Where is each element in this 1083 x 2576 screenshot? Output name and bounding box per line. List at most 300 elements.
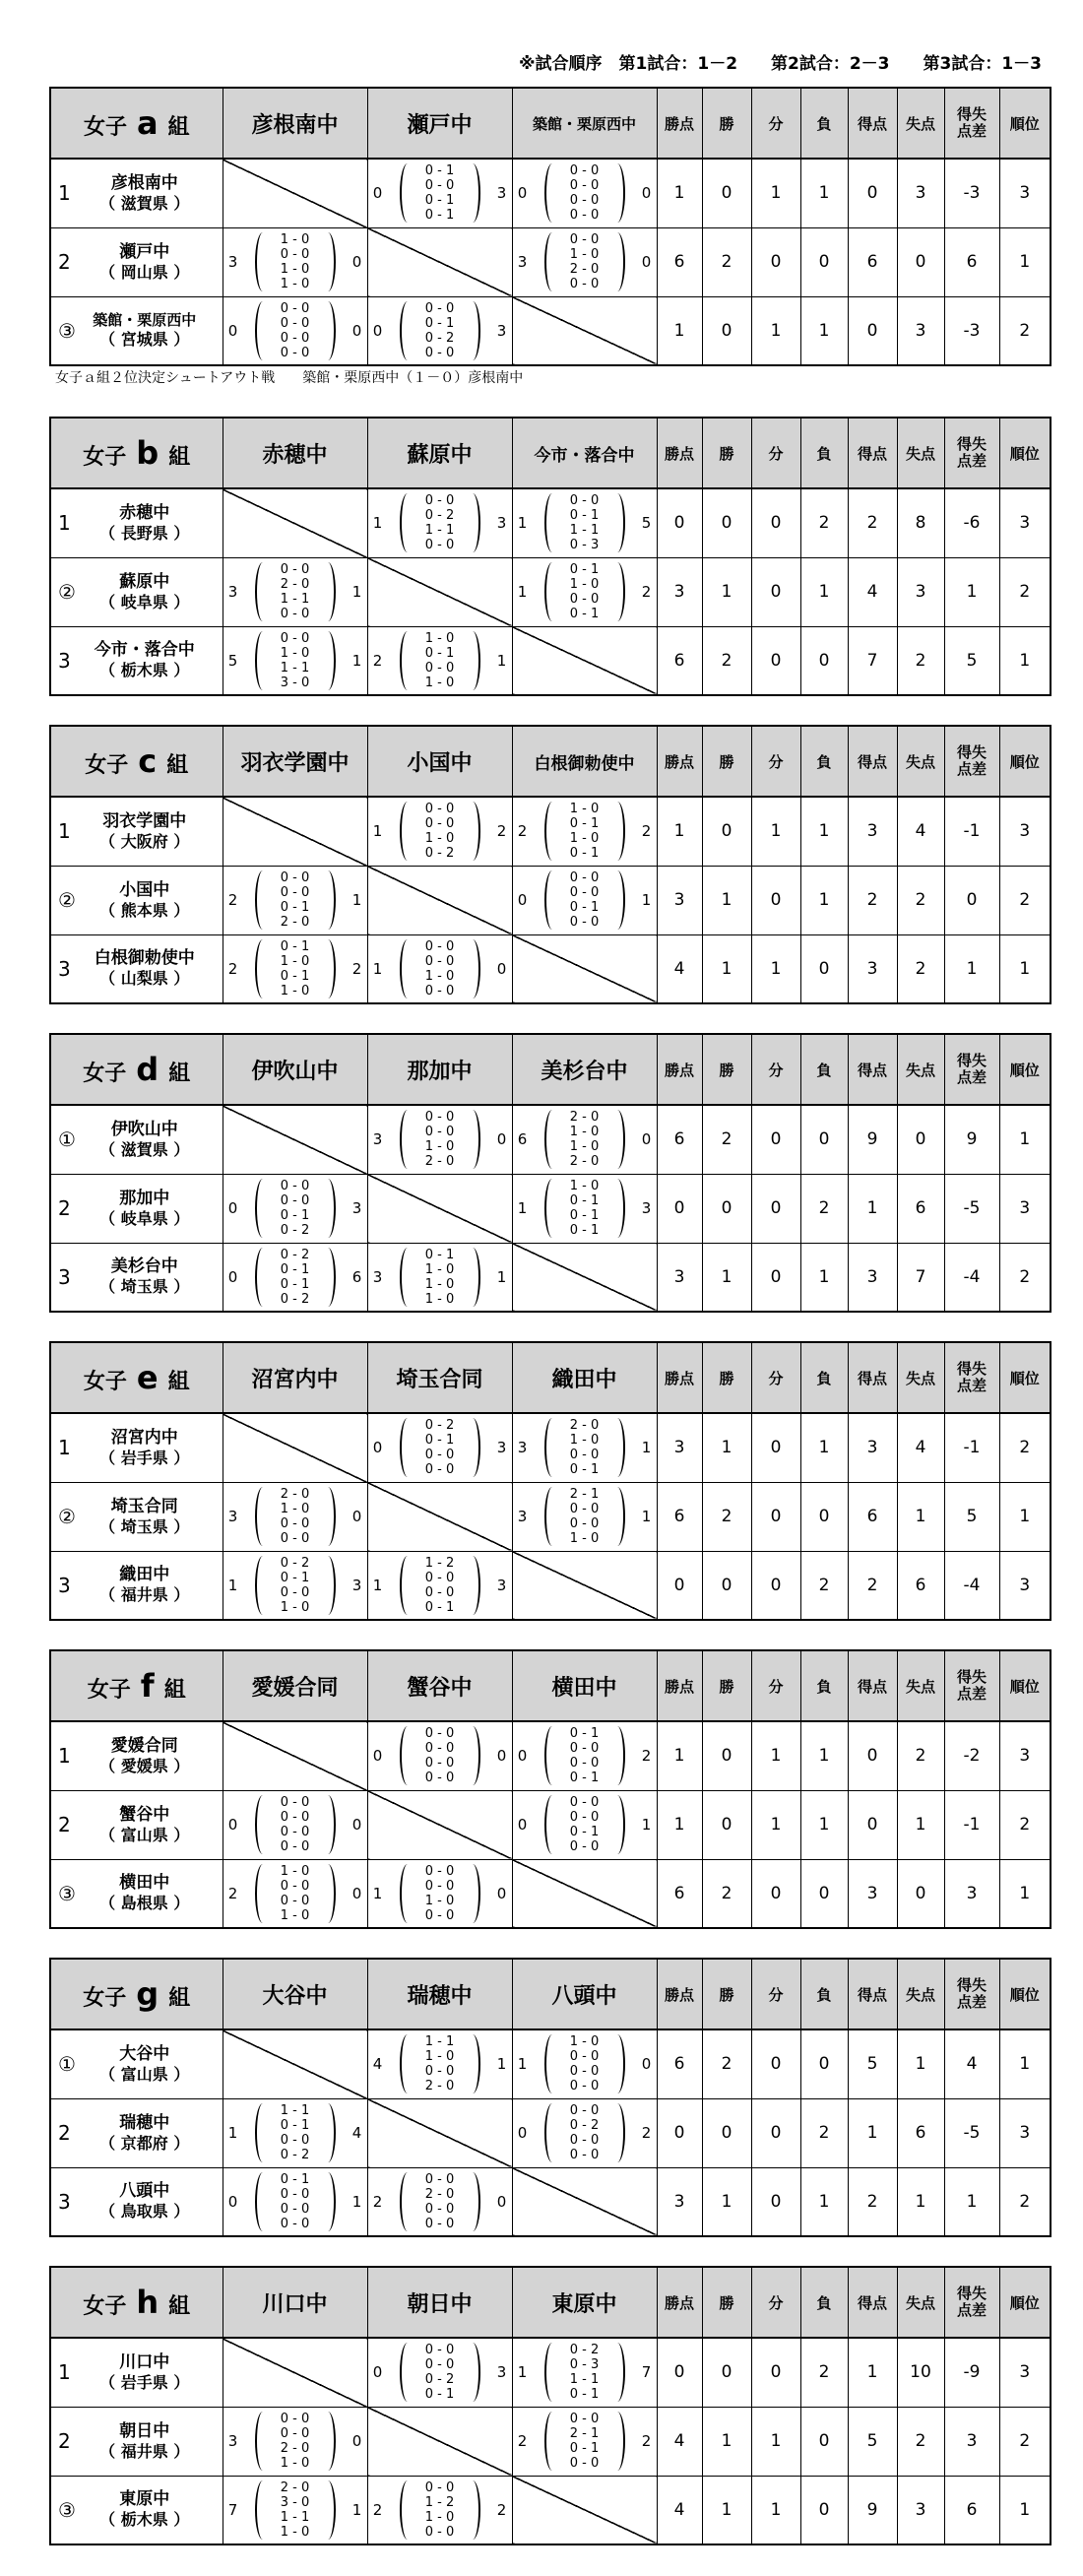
rank-mark: 3	[58, 648, 71, 673]
team-row	[50, 2407, 1051, 2476]
quarter-score: 0 - 0	[280, 870, 310, 885]
league-table	[49, 1341, 1051, 1621]
stat-column-header	[944, 1959, 999, 2029]
quarter-score: 0 - 0	[569, 493, 600, 509]
quarter-scores	[263, 1179, 328, 1238]
team-row-label	[50, 934, 223, 1003]
stat-column-header	[944, 1342, 999, 1413]
stat-cell: 0	[800, 1859, 848, 1928]
quarter-score: 2 - 0	[569, 1418, 600, 1434]
stat-column-header	[702, 1034, 751, 1105]
match-score-right: 1	[351, 891, 362, 909]
team-name: 織田中	[119, 1565, 170, 1585]
group-title-prefix: 女子	[83, 115, 127, 140]
match-result	[368, 627, 512, 694]
team-prefecture: （ 岡山県 ）	[99, 262, 190, 282]
quarter-score: 0 - 0	[569, 2103, 600, 2118]
team-name: 八頭中	[119, 2181, 170, 2202]
stat-column-header	[751, 418, 800, 488]
stat-column-header	[999, 1342, 1051, 1413]
quarter-score: 1 - 1	[280, 660, 310, 676]
team-row	[50, 1413, 1051, 1482]
match-result	[368, 2339, 512, 2406]
quarter-scores	[408, 1864, 473, 1923]
stat-cell: -4	[944, 1243, 999, 1312]
stat-cell: 3	[999, 2338, 1051, 2407]
quarter-score: 0 - 0	[280, 2426, 310, 2441]
quarter-score: 0 - 0	[424, 300, 455, 316]
header-row	[50, 1650, 1051, 1721]
stat-cell: 3	[897, 2476, 944, 2544]
group-letter: b	[136, 434, 159, 472]
stat-column-header	[848, 88, 897, 159]
bracket-right	[473, 1248, 480, 1307]
group-g-section	[49, 1958, 1050, 2237]
stat-column-header	[657, 726, 702, 797]
stat-cell: 1	[657, 159, 702, 227]
match-result	[513, 489, 657, 556]
stat-cell: 3	[999, 1551, 1051, 1620]
stat-header-label: 順位	[1009, 1985, 1040, 2004]
match-cell	[223, 866, 367, 934]
stat-cell: 1	[944, 2167, 999, 2236]
quarter-score: 1 - 0	[280, 277, 310, 291]
quarter-score: 0 - 0	[569, 1741, 600, 1757]
quarter-bracket	[255, 1864, 336, 1923]
match-result	[513, 1791, 657, 1858]
bracket-right	[328, 1556, 336, 1615]
team-row	[50, 934, 1051, 1003]
stat-cell: 1	[800, 1243, 848, 1312]
quarter-bracket	[400, 1726, 480, 1785]
stat-header-label: 負	[816, 1061, 832, 1079]
quarter-score: 0 - 0	[424, 1863, 455, 1879]
quarter-score: 0 - 2	[280, 2148, 310, 2162]
quarter-bracket	[400, 2034, 480, 2093]
quarter-score: 0 - 0	[569, 2064, 600, 2080]
match-result	[513, 160, 657, 226]
stat-cell: 9	[944, 1105, 999, 1174]
match-result	[223, 2168, 367, 2235]
match-result	[513, 2030, 657, 2097]
quarter-score: 0 - 1	[569, 1462, 600, 1478]
quarter-scores	[552, 1726, 617, 1785]
stat-header-label: 勝	[719, 1985, 734, 2004]
stat-cell: -4	[944, 1551, 999, 1620]
stat-cell: 0	[702, 488, 751, 557]
bracket-left	[400, 163, 408, 223]
quarter-score: 1 - 0	[280, 2456, 310, 2471]
team-row-label	[50, 1105, 223, 1174]
quarter-score: 1 - 0	[280, 645, 310, 661]
quarter-score: 0 - 0	[424, 1584, 455, 1600]
team-name-block	[51, 810, 223, 853]
team-row-label	[50, 488, 223, 557]
quarter-score: 0 - 1	[280, 2118, 310, 2133]
team-name-block	[51, 241, 223, 284]
stat-column-header	[800, 418, 848, 488]
quarter-scores	[552, 2103, 617, 2162]
stat-header-label: 順位	[1009, 444, 1040, 463]
quarter-score: 1 - 0	[280, 1907, 310, 1923]
diagonal-cell	[223, 159, 367, 227]
stat-header-label: 勝点	[664, 444, 694, 463]
stat-cell: 1	[800, 1721, 848, 1790]
team-name-block	[51, 2488, 223, 2531]
quarter-scores	[408, 1248, 473, 1307]
stat-cell: 0	[800, 227, 848, 296]
team-row-label	[50, 866, 223, 934]
quarter-score: 0 - 0	[569, 2148, 600, 2162]
stat-cell: 1	[751, 2476, 800, 2544]
quarter-score: 0 - 1	[424, 315, 455, 331]
stat-cell: 2	[702, 626, 751, 695]
match-score-left: 0	[372, 2363, 383, 2382]
match-cell	[512, 797, 657, 866]
match-result	[368, 160, 512, 226]
team-prefecture: （ 島根県 ）	[99, 1894, 190, 1913]
stat-cell: 2	[999, 1790, 1051, 1859]
bracket-left	[544, 493, 552, 552]
quarter-score: 0 - 0	[569, 2456, 600, 2471]
quarter-score: 0 - 2	[424, 846, 455, 862]
team-header-name: 伊吹山中	[251, 1059, 339, 1084]
rank-mark: 1	[58, 1744, 71, 1769]
team-prefecture: （ 大阪府 ）	[99, 831, 190, 851]
quarter-score: 1 - 0	[280, 232, 310, 247]
match-result	[223, 2408, 367, 2475]
stat-header-label: 勝	[719, 1677, 734, 1696]
group-title-prefix: 女子	[83, 1370, 127, 1394]
team-prefecture: （ 岐阜県 ）	[99, 1208, 190, 1228]
stat-cell: 0	[657, 2338, 702, 2407]
match-score-right: 1	[641, 1439, 652, 1457]
match-result	[513, 2339, 657, 2406]
team-name: 彦根南中	[110, 172, 178, 193]
stat-cell: 4	[848, 557, 897, 626]
stat-column-header	[999, 2267, 1051, 2338]
rank-mark: 2	[58, 1196, 71, 1220]
match-result	[223, 1175, 367, 1242]
quarter-bracket	[544, 1110, 625, 1169]
quarter-score: 0 - 0	[424, 2357, 455, 2373]
quarter-score: 0 - 1	[569, 1193, 600, 1208]
match-score-right: 3	[496, 1576, 507, 1594]
match-cell	[367, 488, 512, 557]
stat-cell: 3	[657, 866, 702, 934]
group-letter: g	[136, 1975, 159, 2013]
bracket-left	[255, 631, 263, 690]
stat-cell: 2	[702, 2029, 751, 2098]
stat-cell: 0	[751, 1482, 800, 1551]
bracket-left	[255, 1556, 263, 1615]
stat-cell: 0	[751, 626, 800, 695]
team-prefecture: （ 滋賀県 ）	[99, 193, 190, 213]
quarter-score: 1 - 0	[280, 1863, 310, 1879]
bracket-right	[617, 163, 625, 223]
stat-header-label: 順位	[1009, 752, 1040, 771]
match-score-right: 3	[496, 514, 507, 533]
stat-header-label: 負	[816, 1677, 832, 1696]
stat-cell: 2	[999, 2407, 1051, 2476]
group-d-section	[49, 1033, 1050, 1313]
group-letter: d	[136, 1051, 159, 1088]
match-result	[368, 1106, 512, 1173]
stat-column-header	[657, 1342, 702, 1413]
team-name-block	[51, 1119, 223, 1161]
team-header-name: 蘇原中	[407, 442, 473, 468]
match-score-right: 0	[351, 1816, 362, 1834]
match-score-right: 6	[351, 1267, 362, 1286]
diagonal-cell	[512, 296, 657, 365]
quarter-bracket	[544, 802, 625, 861]
quarter-score: 0 - 2	[424, 2372, 455, 2388]
bracket-right	[617, 2343, 625, 2402]
team-header-name: 今市・落合中	[534, 445, 635, 466]
quarter-score: 2 - 1	[569, 2426, 600, 2441]
team-header-name: 東原中	[551, 2291, 617, 2317]
match-result	[513, 2408, 657, 2475]
bracket-right	[328, 1248, 336, 1307]
quarter-score: 0 - 1	[280, 1570, 310, 1585]
match-score-right: 0	[641, 1130, 652, 1149]
stat-cell: 1	[999, 1482, 1051, 1551]
stat-cell: 1	[751, 934, 800, 1003]
quarter-bracket	[255, 562, 336, 621]
match-score-right: 1	[496, 651, 507, 670]
stat-cell: 2	[848, 1551, 897, 1620]
stat-column-header	[944, 418, 999, 488]
stat-header-label: 分	[768, 752, 784, 771]
team-column-header	[223, 2267, 367, 2338]
quarter-scores	[552, 2343, 617, 2402]
diagonal-cell	[223, 488, 367, 557]
stat-cell: -3	[944, 159, 999, 227]
stat-cell: 0	[702, 797, 751, 866]
stat-header-label: 勝点	[664, 114, 694, 133]
quarter-score: 1 - 1	[424, 2034, 455, 2050]
bracket-right	[473, 1418, 480, 1477]
team-row	[50, 2029, 1051, 2098]
group-h-section	[49, 2266, 1050, 2545]
team-row-label	[50, 1721, 223, 1790]
quarter-score: 2 - 0	[280, 1487, 310, 1502]
stat-column-header	[944, 88, 999, 159]
stat-cell: 4	[944, 2029, 999, 2098]
stat-header-label: 得点	[857, 444, 887, 463]
stat-cell: 2	[800, 488, 848, 557]
stat-cell: 0	[848, 159, 897, 227]
bracket-left	[255, 232, 263, 291]
match-score-left: 2	[517, 2432, 528, 2450]
bracket-right	[617, 1110, 625, 1169]
quarter-score: 0 - 0	[569, 2412, 600, 2426]
quarter-scores	[552, 562, 617, 621]
quarter-score: 0 - 1	[569, 2441, 600, 2456]
team-header-name: 白根御勅使中	[534, 753, 635, 774]
quarter-scores	[552, 493, 617, 552]
match-cell	[367, 1551, 512, 1620]
bracket-right	[617, 802, 625, 861]
stat-header-label: 順位	[1009, 1677, 1040, 1696]
group-title	[50, 1034, 223, 1105]
bracket-left	[544, 2343, 552, 2402]
bracket-right	[328, 1179, 336, 1238]
team-header-name: 大谷中	[262, 1983, 328, 2009]
quarter-bracket	[255, 1179, 336, 1238]
quarter-bracket	[400, 163, 480, 223]
quarter-score: 1 - 0	[424, 1893, 455, 1908]
quarter-scores	[263, 939, 328, 998]
stat-column-header	[897, 1034, 944, 1105]
match-score-left: 0	[517, 1747, 528, 1766]
stat-cell: 4	[897, 1413, 944, 1482]
match-cell	[367, 626, 512, 695]
quarter-score: 1 - 1	[424, 523, 455, 539]
match-cell	[223, 296, 367, 365]
match-score-left: 6	[517, 1130, 528, 1149]
match-score-left: 3	[227, 2432, 238, 2450]
stat-cell: 0	[800, 626, 848, 695]
match-score-right: 2	[351, 959, 362, 978]
team-name: 愛媛合同	[110, 1735, 178, 1756]
match-score-left: 4	[372, 2055, 383, 2074]
stat-cell: 0	[751, 2029, 800, 2098]
quarter-score: 0 - 2	[280, 1223, 310, 1238]
team-name: 東原中	[119, 2489, 170, 2510]
bracket-left	[400, 2343, 408, 2402]
match-score-right: 3	[496, 184, 507, 203]
match-result	[368, 489, 512, 556]
quarter-score: 0 - 2	[280, 1291, 310, 1307]
quarter-score: 0 - 0	[569, 2049, 600, 2065]
stat-header-label: 得点	[857, 1061, 887, 1079]
team-column-header	[367, 2267, 512, 2338]
match-score-left: 2	[372, 651, 383, 670]
stat-cell: 7	[848, 626, 897, 695]
match-score-left: 1	[517, 583, 528, 601]
quarter-scores	[408, 1418, 473, 1477]
quarter-scores	[408, 2172, 473, 2231]
team-row-label	[50, 557, 223, 626]
team-column-header	[367, 726, 512, 797]
rank-mark: 1	[58, 1436, 71, 1460]
quarter-score: 0 - 3	[569, 538, 600, 553]
team-row	[50, 1174, 1051, 1243]
header-row	[50, 726, 1051, 797]
team-prefecture: （ 岩手県 ）	[99, 1448, 190, 1467]
bracket-right	[473, 802, 480, 861]
stat-column-header	[999, 726, 1051, 797]
quarter-bracket	[544, 2103, 625, 2162]
stat-cell: 0	[800, 2029, 848, 2098]
quarter-score: 0 - 1	[569, 846, 600, 862]
match-cell	[512, 1105, 657, 1174]
stat-cell: 0	[800, 1482, 848, 1551]
match-cell	[367, 1859, 512, 1928]
stat-cell: 0	[751, 2098, 800, 2167]
stat-cell: 1	[999, 2029, 1051, 2098]
rank-mark: 2	[58, 1813, 71, 1836]
stat-cell: 0	[702, 1551, 751, 1620]
match-cell	[223, 1859, 367, 1928]
quarter-score: 0 - 0	[424, 1907, 455, 1923]
group-title-suffix: 組	[168, 1986, 191, 2011]
diagonal-cell	[512, 934, 657, 1003]
team-prefecture: （ 栃木県 ）	[99, 2510, 190, 2530]
stat-cell: 1	[897, 2167, 944, 2236]
bracket-left	[544, 2412, 552, 2471]
stat-cell: -5	[944, 1174, 999, 1243]
stat-cell: 1	[897, 1482, 944, 1551]
stat-cell: 4	[657, 2476, 702, 2544]
team-name-block	[51, 172, 223, 215]
team-column-header	[367, 1650, 512, 1721]
diagonal-cell	[367, 2098, 512, 2167]
stat-cell: 0	[751, 1551, 800, 1620]
quarter-score: 0 - 1	[424, 163, 455, 179]
diagonal-cell	[223, 1721, 367, 1790]
stat-column-header	[897, 2267, 944, 2338]
quarter-scores	[408, 2034, 473, 2093]
quarter-scores	[408, 631, 473, 690]
diagonal-cell	[367, 557, 512, 626]
quarter-score: 2 - 0	[280, 915, 310, 930]
team-header-name: 那加中	[407, 1059, 473, 1084]
match-cell	[223, 1790, 367, 1859]
quarter-score: 1 - 0	[569, 1139, 600, 1155]
diagonal-cell	[223, 2029, 367, 2098]
quarter-scores	[552, 1487, 617, 1546]
quarter-score: 0 - 0	[424, 660, 455, 676]
bracket-right	[473, 301, 480, 360]
quarter-score: 0 - 1	[424, 208, 455, 224]
team-row	[50, 1551, 1051, 1620]
team-prefecture: （ 鳥取県 ）	[99, 2202, 190, 2222]
match-score-left: 3	[372, 1130, 383, 1149]
team-name-block	[51, 879, 223, 922]
stat-cell: 1	[999, 227, 1051, 296]
quarter-score: 2 - 1	[569, 1487, 600, 1502]
team-column-header	[512, 1034, 657, 1105]
stat-cell: 6	[657, 227, 702, 296]
quarter-score: 0 - 0	[280, 300, 310, 316]
stat-cell: 0	[702, 1790, 751, 1859]
stat-cell: 0	[751, 227, 800, 296]
quarter-score: 0 - 0	[280, 2133, 310, 2148]
match-result	[368, 2168, 512, 2235]
stat-cell: 0	[800, 1105, 848, 1174]
stat-cell: 1	[848, 2098, 897, 2167]
stat-cell: 6	[897, 2098, 944, 2167]
bracket-right	[617, 1418, 625, 1477]
stat-cell: 0	[751, 1174, 800, 1243]
team-name-block	[51, 1188, 223, 1230]
stat-column-header	[944, 726, 999, 797]
stat-column-header	[702, 418, 751, 488]
stat-header-label: 順位	[1009, 2293, 1040, 2312]
stat-cell: 0	[800, 934, 848, 1003]
quarter-scores	[552, 1110, 617, 1169]
team-prefecture: （ 滋賀県 ）	[99, 1139, 190, 1159]
quarter-score: 0 - 0	[569, 2133, 600, 2148]
quarter-score: 0 - 0	[424, 953, 455, 969]
match-score-right: 0	[496, 959, 507, 978]
team-row	[50, 488, 1051, 557]
stat-column-header	[657, 88, 702, 159]
stat-cell: 2	[800, 2098, 848, 2167]
team-column-header	[512, 418, 657, 488]
